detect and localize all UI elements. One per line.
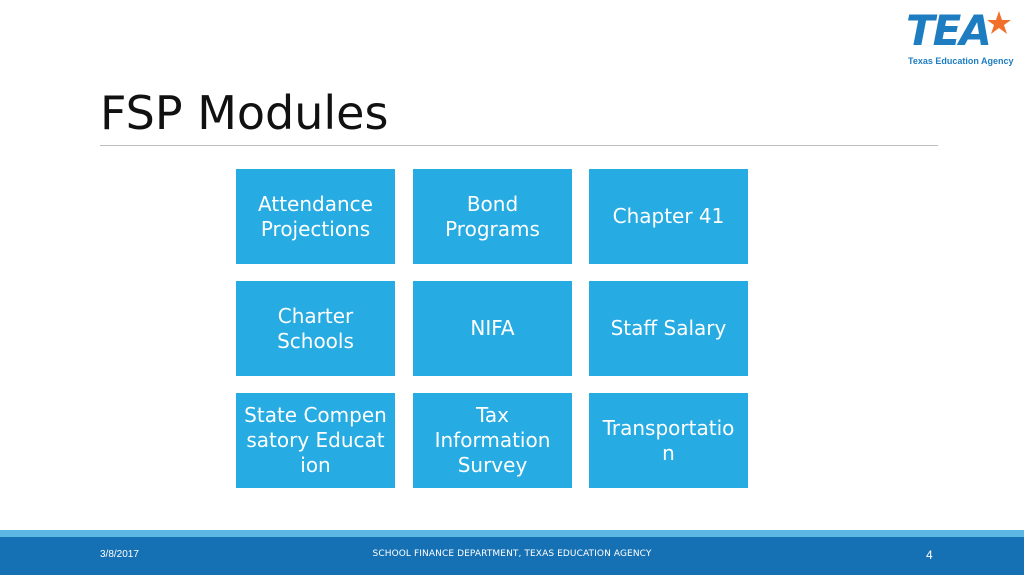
module-label: Attendance Projections [258,191,373,241]
module-grid [236,169,748,487]
tea-logo [906,6,1014,68]
module-label: Staff Salary [610,316,727,340]
footer-date: 3/8/2017 [100,549,139,560]
logo-subtitle: Texas Education Agency [908,56,1014,66]
module-tile [236,169,395,264]
title-divider [100,145,938,146]
module-tile [236,281,395,376]
module-tile [413,393,572,488]
module-label: NIFA [470,316,515,340]
module-tile [589,393,748,488]
module-tile [589,281,748,376]
module-tile [413,281,572,376]
module-label: Chapter 41 [612,204,725,228]
module-label: State Compensatory Education [244,403,387,477]
footer-stripe [0,530,1024,537]
module-label: Charter Schools [277,303,354,353]
module-tile [589,169,748,264]
slide-title: FSP Modules [100,86,389,140]
logo-text: TEA [906,6,990,55]
module-tile [413,169,572,264]
module-label: Bond Programs [445,191,540,241]
star-icon [986,10,1012,36]
module-label: Transportation [602,415,735,465]
module-tile [236,393,395,488]
footer-department: SCHOOL FINANCE DEPARTMENT, TEXAS EDUCATION AGENCY [372,549,652,559]
module-label: Tax Information Survey [434,403,551,477]
page-number: 4 [926,548,933,562]
